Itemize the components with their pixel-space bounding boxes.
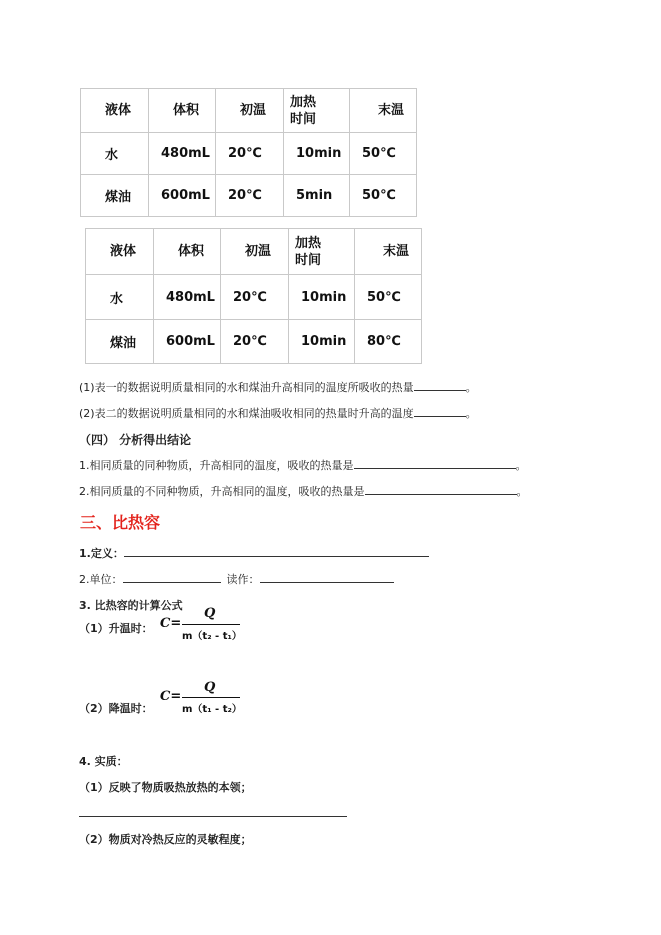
definition-line (79, 545, 429, 561)
question-2-period: 。 (465, 407, 477, 420)
table-header-cell (86, 229, 154, 275)
question-2-blank (414, 405, 466, 417)
unit-line (79, 571, 394, 587)
fall-formula-denominator: m（t₁ - t₂） (182, 704, 242, 715)
cell-text: 20℃ (233, 289, 267, 305)
question-1-text: (1)表一的数据说明质量相同的水和煤油升高相同的温度所吸收的热量 (79, 381, 414, 394)
table-row (81, 175, 417, 217)
reading-label: 读作： (226, 573, 260, 586)
essence-title: 4. 实质： (79, 755, 128, 768)
table-cell (350, 175, 417, 217)
table-header-cell (216, 89, 284, 133)
cell-text: 体积 (178, 244, 205, 259)
rise-formula-numerator: Q (204, 606, 216, 621)
table-cell (149, 133, 216, 175)
cell-text: 煤油 (110, 336, 137, 351)
table-cell (221, 320, 289, 364)
rise-label: （1）升温时： (79, 622, 153, 635)
definition-blank (124, 545, 429, 557)
table-header-cell (154, 229, 221, 275)
table-cell (216, 175, 284, 217)
table-cell (86, 275, 154, 320)
table-header-cell (284, 89, 350, 133)
conclusion-item-2-blank (365, 483, 517, 495)
definition-label: 1.定义： (79, 547, 124, 560)
table-header-cell (355, 229, 422, 275)
table-cell (81, 175, 149, 217)
table-row (81, 133, 417, 175)
table-cell (81, 133, 149, 175)
cell-text: 50℃ (367, 289, 401, 305)
cell-text: 600mL (166, 334, 215, 349)
question-2 (79, 405, 477, 421)
cell-text: 加热 时间 (295, 235, 322, 268)
cell-text: 480mL (161, 146, 210, 161)
fall-formula-numerator: Q (204, 680, 216, 695)
cell-text: 480mL (166, 289, 215, 305)
cell-text: 50℃ (362, 188, 396, 203)
conclusion-item-2-text: 2.相同质量的不同种物质，升高相同的温度，吸收的热量是 (79, 485, 365, 498)
cell-text: 10min (296, 146, 342, 161)
table-cell (154, 275, 221, 320)
cell-text: 20℃ (228, 146, 262, 161)
question-1-period: 。 (465, 381, 477, 394)
cell-text: 50℃ (362, 146, 396, 161)
table-header-cell (149, 89, 216, 133)
essence-item-2: （2）物质对冷热反应的灵敏程度； (79, 833, 252, 846)
table-cell (221, 275, 289, 320)
table-cell (216, 133, 284, 175)
essence-item-1: （1）反映了物质吸热放热的本领； (79, 781, 252, 794)
question-1 (79, 379, 477, 395)
table-cell (355, 275, 422, 320)
cell-text: 末温 (383, 244, 410, 259)
table-header-cell (81, 89, 149, 133)
rise-formula (160, 606, 250, 642)
data-table-2 (85, 228, 422, 364)
data-table-1 (80, 88, 417, 217)
cell-text: 液体 (110, 244, 137, 259)
cell-text: 10min (301, 334, 347, 349)
cell-text: 初温 (240, 103, 267, 118)
unit-blank (123, 571, 221, 583)
table-header-row (86, 229, 422, 275)
cell-text: 煤油 (105, 190, 132, 205)
cell-text: 水 (105, 148, 119, 163)
table-cell (284, 133, 350, 175)
table-row (86, 275, 422, 320)
table-cell (149, 175, 216, 217)
table-row (86, 320, 422, 364)
conclusion-title: （四） 分析得出结论 (79, 433, 192, 447)
essence-item-1-blank (79, 816, 347, 817)
cell-text: 液体 (105, 103, 132, 118)
cell-text: 80℃ (367, 334, 401, 349)
fall-label: （2）降温时： (79, 702, 153, 715)
table-header-cell (289, 229, 355, 275)
table-cell (86, 320, 154, 364)
conclusion-item-2-period: 。 (516, 485, 528, 498)
table-cell (284, 175, 350, 217)
unit-label: 2.单位： (79, 573, 123, 586)
fall-formula-lhs: C= (160, 689, 182, 704)
question-2-text: (2)表二的数据说明质量相同的水和煤油吸收相同的热量时升高的温度 (79, 407, 414, 420)
table-header-row (81, 89, 417, 133)
rise-formula-lhs: C= (160, 616, 182, 631)
cell-text: 末温 (378, 103, 405, 118)
fall-formula-bar (182, 697, 240, 698)
table-cell (154, 320, 221, 364)
conclusion-item-1-blank (354, 457, 516, 469)
conclusion-item-1-text: 1.相同质量的同种物质，升高相同的温度，吸收的热量是 (79, 459, 354, 472)
conclusion-item-1-period: 。 (515, 459, 527, 472)
table-cell (289, 320, 355, 364)
reading-blank (260, 571, 394, 583)
conclusion-item-1 (79, 457, 527, 473)
table-header-cell (350, 89, 417, 133)
cell-text: 600mL (161, 188, 210, 203)
question-1-blank (414, 379, 466, 391)
cell-text: 加热 时间 (290, 94, 317, 127)
cell-text: 10min (301, 289, 347, 305)
rise-formula-denominator: m（t₂ - t₁） (182, 631, 242, 642)
table-cell (355, 320, 422, 364)
cell-text: 5min (296, 188, 333, 203)
cell-text: 水 (110, 291, 124, 307)
cell-text: 20℃ (233, 334, 267, 349)
table-cell (350, 133, 417, 175)
cell-text: 体积 (173, 103, 200, 118)
cell-text: 初温 (245, 244, 272, 259)
cell-text: 20℃ (228, 188, 262, 203)
conclusion-item-2 (79, 483, 528, 499)
table-cell (289, 275, 355, 320)
fall-formula (160, 680, 250, 716)
section-title: 三、比热容 (80, 513, 161, 532)
rise-formula-bar (182, 624, 240, 625)
formula-title: 3. 比热容的计算公式 (79, 599, 183, 612)
table-header-cell (221, 229, 289, 275)
